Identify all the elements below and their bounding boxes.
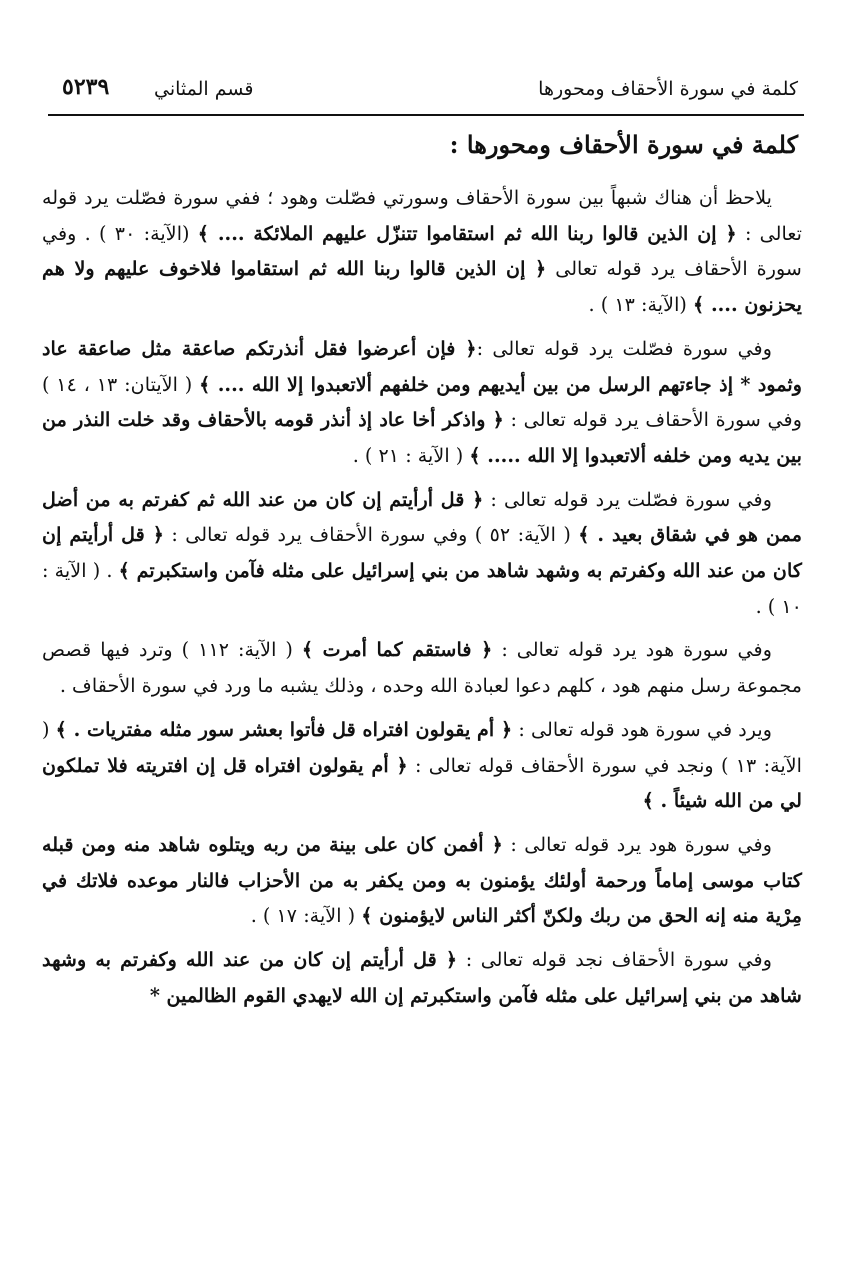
paragraph-text: . ( الآية : ١٠ ) .: [42, 559, 802, 618]
page-number: ٥٢٣٩: [62, 74, 110, 100]
paragraph-text: ويرد في سورة هود قوله تعالى :: [512, 717, 773, 741]
paragraph: [42, 632, 802, 703]
quran-verse-text: ﴿ أم يقولون افتراه قل إن افتريته فلا تملكون لي من الله شيئاً . ﴾: [42, 753, 802, 813]
paragraph: [42, 180, 802, 323]
paragraph-text: (الآية: ٣٠ ) . وفي سورة الأحقاف يرد قوله تعالى: [42, 221, 802, 281]
paragraph-text: ( الآيتان: ١٣ ، ١٤ ) وفي سورة الأحقاف يرد قوله تعالى :: [42, 372, 802, 432]
paragraph-text: وفي سورة الأحقاف نجد قوله تعالى :: [457, 948, 772, 972]
quran-verse-text: ﴿ فإن أعرضوا فقل أنذرتكم صاعقة مثل صاعقة عاد وثمود * إذ جاءتهم الرسل من بين أيديهم ومن خلفهم ألاتعبدوا إلا الله .... ﴾: [42, 336, 802, 396]
quran-verse-text: ﴿ إن الذين قالوا ربنا الله ثم استقاموا فلاخوف عليهم ولا هم يحزنون .... ﴾: [42, 257, 802, 317]
quran-verse-text: ﴿ أفمن كان على بينة من ربه ويتلوه شاهد منه ومن قبله كتاب موسى إماماً ورحمة أولئك يؤمنون به ومن يكفر به من الأحزاب فالنار موعده فلاتك في مِرْية منه إنه الحق من ربك ولكنّ أكثر الناس لايؤمنون ﴾: [42, 832, 802, 928]
running-header: [62, 72, 798, 108]
header-chapter-title: كلمة في سورة الأحقاف ومحورها: [538, 78, 798, 100]
paragraph-text: ( الآية: ١٣ ) ونجد في سورة الأحقاف قوله تعالى :: [42, 717, 802, 777]
header-section-name: قسم المثاني: [154, 78, 254, 100]
quran-verse-text: ﴿ إن الذين قالوا ربنا الله ثم استقاموا تتنزّل عليهم الملائكة .... ﴾: [197, 221, 737, 245]
paragraph: [42, 482, 802, 625]
header-divider: [48, 114, 804, 116]
paragraph-text: وفي سورة فصّلت يرد قوله تعالى :: [483, 487, 772, 511]
quran-verse-text: ﴿ واذكر أخا عاد إذ أنذر قومه بالأحقاف وقد خلت النذر من بين يديه ومن خلفه ألاتعبدوا إلا الله ..... ﴾: [42, 408, 802, 467]
section-title: كلمة في سورة الأحقاف ومحورها :: [449, 130, 798, 159]
quran-verse-text: ﴿ أم يقولون افتراه قل فأتوا بعشر سور مثله مفتريات . ﴾: [55, 717, 513, 741]
body-text: [42, 180, 802, 1021]
paragraph-text: وفي سورة هود يرد قوله تعالى :: [492, 638, 772, 662]
paragraph: [42, 331, 802, 474]
paragraph-text: ( الآية: ٥٢ ) وفي سورة الأحقاف يرد قوله تعالى :: [164, 523, 579, 547]
quran-verse-text: ﴿ قل أرأيتم إن كان من عند الله ثم كفرتم به من أضل ممن هو في شقاق بعيد . ﴾: [42, 487, 802, 547]
paragraph: [42, 712, 802, 819]
paragraph-text: ( الآية : ٢١ ) .: [352, 443, 470, 467]
quran-verse-text: ﴿ قل أرأيتم إن كان من عند الله وكفرتم به وشهد شاهد من بني إسرائيل على مثله فآمن واستكبرتم ﴾: [42, 523, 802, 583]
paragraph-text: ( الآية: ١٧ ) .: [250, 904, 362, 928]
paragraph-text: ( الآية: ١١٢ ) وترد فيها قصص مجموعة رسل منهم هود ، كلهم دعوا لعبادة الله وحده ، وذلك يشبه ما ورد في سورة الأحقاف .: [42, 638, 802, 698]
quran-verse-text: ﴿ قل أرأيتم إن كان من عند الله وكفرتم به وشهد شاهد من بني إسرائيل على مثله فآمن واستكبرتم إن الله لايهدي القوم الظالمين *: [42, 948, 802, 1007]
paragraph: [42, 827, 802, 934]
paragraph-text: يلاحظ أن هناك شبهاً بين سورة الأحقاف وسورتي فصّلت وهود ؛ ففي سورة فصّلت يرد قوله تعالى :: [42, 186, 802, 245]
paragraph-text: وفي سورة فصّلت يرد قوله تعالى :: [476, 336, 772, 360]
paragraph-text: (الآية: ١٣ ) .: [588, 293, 694, 317]
quran-verse-text: ﴿ فاستقم كما أمرت ﴾: [301, 638, 493, 662]
paragraph: [42, 942, 802, 1013]
paragraph-text: وفي سورة هود يرد قوله تعالى :: [502, 832, 772, 856]
